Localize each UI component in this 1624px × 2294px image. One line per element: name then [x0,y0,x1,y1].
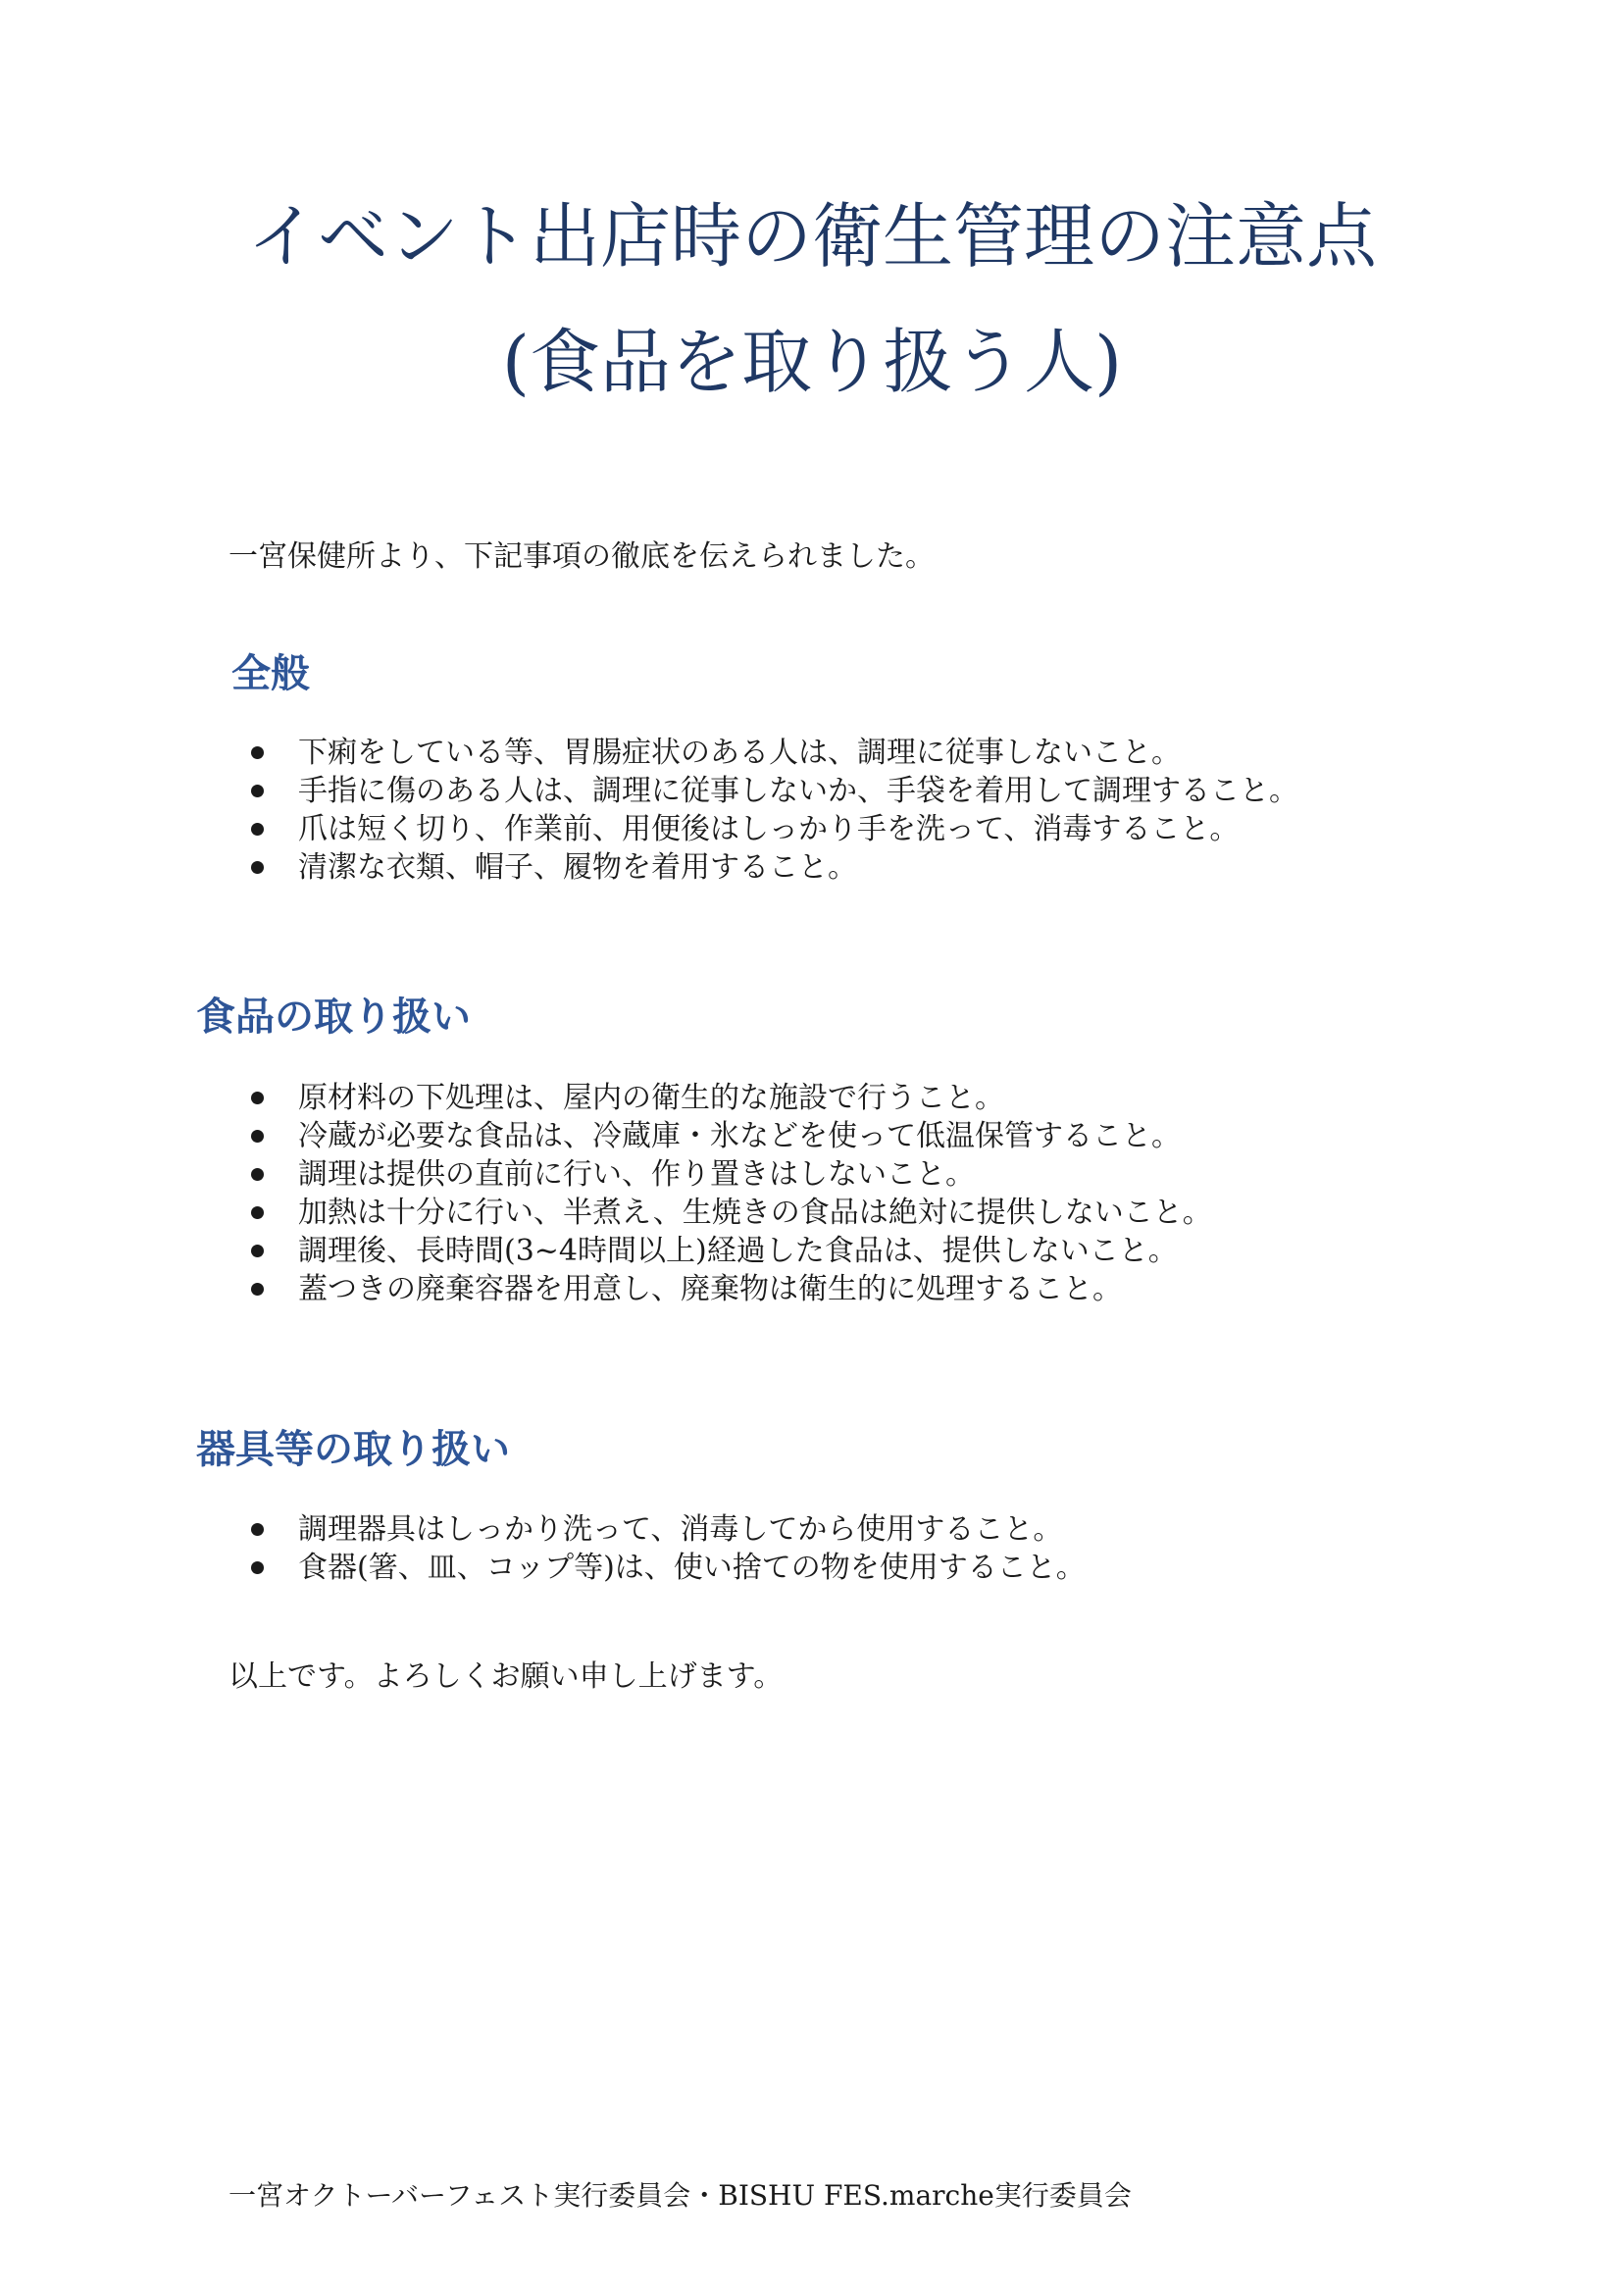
list-item-text: 冷蔵が必要な食品は、冷蔵庫・氷などを使って低温保管すること。 [298,1119,1181,1153]
closing-text: 以上です。よろしくお願い申し上げます。 [228,1659,784,1694]
list-item [251,848,1298,887]
list-item [251,1232,1212,1270]
list-item-text: 食器(箸、皿、コップ等)は、使い捨ての物を使用すること。 [298,1551,1086,1585]
bullet-icon [251,1092,264,1104]
footer-organizers: 一宮オクトーバーフェスト実行委員会・BISHU FES.marche実行委員会 [228,2179,1132,2212]
list-item-text: 爪は短く切り、作業前、用便後はしっかり手を洗って、消毒すること。 [298,812,1240,846]
list-item-text: 調理器具はしっかり洗って、消毒してから使用すること。 [298,1512,1063,1547]
list-item-text: 加熱は十分に行い、半煮え、生焼きの食品は絶対に提供しないこと。 [298,1196,1212,1230]
list-item-text: 原材料の下処理は、屋内の衛生的な施設で行うこと。 [298,1081,1004,1115]
bullet-icon [251,746,264,759]
list-item [251,1117,1212,1155]
list-item [251,1194,1212,1232]
bullet-icon [251,785,264,797]
section-heading-utensils: 器具等の取り扱い [196,1427,510,1472]
list-item-text: 清潔な衣類、帽子、履物を着用すること。 [298,850,857,885]
bullet-icon [251,1245,264,1257]
bullet-icon [251,823,264,836]
bullet-list-food-handling [251,1079,1212,1308]
bullet-list-utensils [251,1510,1086,1587]
intro-text: 一宮保健所より、下記事項の徹底を伝えられました。 [228,539,935,574]
page-subtitle: (食品を取り扱う人) [501,321,1123,403]
list-item [251,772,1298,810]
bullet-icon [251,1130,264,1143]
bullet-icon [251,861,264,874]
bullet-icon [251,1206,264,1219]
list-item [251,810,1298,848]
list-item-text: 蓋つきの廃棄容器を用意し、廃棄物は衛生的に処理すること。 [298,1272,1122,1306]
bullet-icon [251,1561,264,1574]
bullet-icon [251,1283,264,1296]
bullet-list-general [251,734,1298,887]
list-item [251,1510,1086,1549]
list-item [251,1079,1212,1117]
page-title: イベント出店時の衛生管理の注意点 [246,195,1377,278]
section-heading-food-handling: 食品の取り扱い [196,994,471,1040]
list-item-text: 調理は提供の直前に行い、作り置きはしないこと。 [298,1157,975,1192]
list-item-text: 手指に傷のある人は、調理に従事しないか、手袋を着用して調理すること。 [298,774,1298,808]
list-item-text: 下痢をしている等、胃腸症状のある人は、調理に従事しないこと。 [298,736,1181,770]
list-item [251,734,1298,772]
bullet-icon [251,1168,264,1181]
list-item-text: 調理後、長時間(3~4時間以上)経過した食品は、提供しないこと。 [298,1234,1178,1268]
list-item [251,1270,1212,1308]
list-item [251,1549,1086,1587]
list-item [251,1155,1212,1194]
bullet-icon [251,1523,264,1536]
section-heading-general: 全般 [231,651,310,696]
